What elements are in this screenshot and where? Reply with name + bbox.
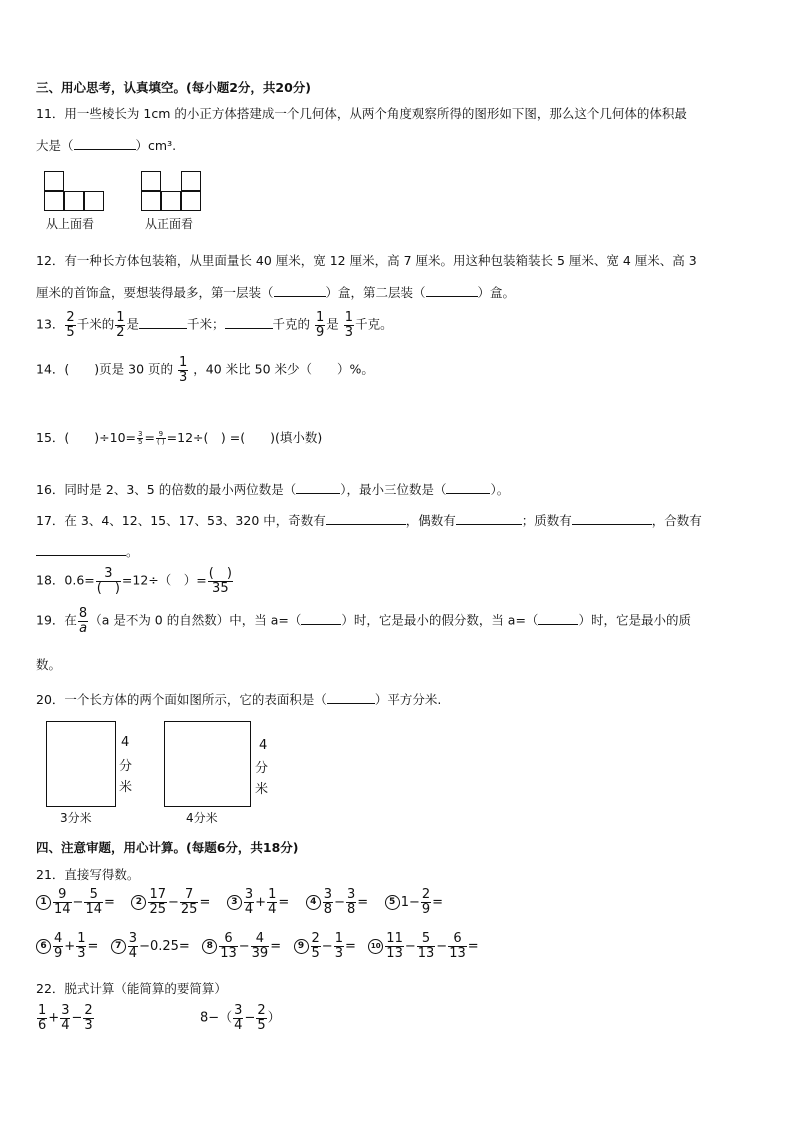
q20-blank[interactable] — [327, 691, 375, 704]
item-number-circle: 3 — [227, 895, 242, 910]
q11-answer-blank[interactable] — [74, 137, 136, 150]
q18-text-pre: 18．0.6= — [36, 572, 95, 588]
q18-text-mid: =12÷（ ）= — [121, 572, 207, 588]
item-number-circle: 1 — [36, 895, 51, 910]
q21-item-5: 5 1− $\frac{2}{9}$ = — [385, 895, 443, 910]
q17-blank-even[interactable] — [456, 512, 522, 525]
q13-text-6: 千克。 — [355, 316, 393, 332]
q12-text-c: ）盒。 — [477, 285, 516, 300]
q20-text-pre: 20．一个长方体的两个面如图所示，它的表面积是（ — [36, 692, 327, 707]
q22-expression-2: 8−（ $\frac{3}{4}$ − $\frac{2}{5}$ ） — [200, 1003, 281, 1033]
question-18 — [36, 567, 234, 595]
q13-text-3: 千米； — [187, 316, 225, 332]
q22-expression-1: $\frac{1}{6}$ + $\frac{3}{4}$ − $\frac{2}{3}$ — [38, 1003, 93, 1033]
q12-text-b: ）盒，第二层装（ — [325, 285, 426, 300]
section-3-title: 三、用心思考，认真填空。(每小题2分，共20分) — [36, 80, 312, 95]
question-17-line1 — [36, 511, 702, 529]
q13-text-4: 千克的 — [272, 316, 311, 332]
question-15 — [36, 428, 322, 446]
face1-side-unit-1: 分 — [119, 759, 133, 774]
front-view-figure — [141, 171, 205, 213]
face1-side-number: 4 — [121, 735, 130, 750]
q13-text-5: 是 — [326, 316, 339, 332]
q17-text-d: ，合数有 — [651, 513, 702, 528]
q11-prefix: 大是（ — [36, 138, 74, 153]
question-12-line1: 12．有一种长方体包装箱，从里面量长 40 厘米，宽 12 厘米，高 7 厘米。用这种包装箱装长 5 厘米、宽 4 厘米、高 3 — [36, 253, 697, 268]
fraction: $\frac{( )}{35}$ — [208, 566, 232, 596]
question-19-line1 — [36, 607, 691, 635]
q17-text-a: 17．在 3、4、12、15、17、53、320 中，奇数有 — [36, 513, 326, 528]
question-19-line2: 数。 — [36, 657, 62, 672]
q21-item-3: 3 $\frac{3}{4}$ + $\frac{1}{4}$ = — [227, 895, 289, 910]
fraction: $\frac{9}{( )}$ — [156, 429, 165, 446]
q15-text-pre: 15．( )÷10= — [36, 430, 137, 445]
fraction: $\frac{1}{3}$ — [179, 355, 188, 385]
q12-blank-1[interactable] — [274, 284, 326, 297]
fraction: $\frac{8}{a}$ — [78, 606, 88, 636]
q16-blank-1[interactable] — [296, 481, 340, 494]
q13-blank-2[interactable] — [225, 316, 273, 329]
q21-item-8: 8 $\frac{6}{13}$ − $\frac{4}{39}$ = — [202, 939, 281, 954]
question-17-line2 — [36, 542, 139, 560]
q16-text-c: ）。 — [490, 482, 510, 497]
q17-text-c: ；质数有 — [521, 513, 572, 528]
q20-text-post: ）平方分米. — [374, 692, 442, 707]
question-11-line1: 11．用一些棱长为 1cm 的小正方体搭建成一个几何体，从两个角度观察所得的图形如下图，那么这个几何体的体积最 — [36, 106, 687, 121]
item-number-circle: 2 — [131, 895, 146, 910]
q13-text-2: 是 — [126, 316, 139, 332]
item-number-circle: 4 — [306, 895, 321, 910]
q14-text-pre: 14．( )页是 30 页的 — [36, 361, 174, 377]
q19-text-b: ）时，它是最小的假分数，当 a=（ — [341, 612, 539, 628]
q17-text-e: 。 — [126, 544, 139, 559]
q19-blank-1[interactable] — [301, 612, 341, 625]
question-16 — [36, 480, 509, 498]
face1-side-unit-2: 米 — [119, 780, 133, 795]
face-rectangle-1 — [46, 721, 116, 807]
item-number-circle: 7 — [111, 939, 126, 954]
section-4-title: 四、注意审题，用心计算。(每题6分，共18分) — [36, 840, 299, 855]
q15-equals: = — [144, 430, 155, 445]
q21-item-7: 7 $\frac{3}{4}$ −0.25= — [111, 939, 190, 954]
top-view-figure — [44, 171, 108, 213]
face2-side-unit-2: 米 — [255, 782, 269, 797]
q21-item-9: 9 $\frac{2}{5}$ − $\frac{1}{3}$ = — [294, 939, 356, 954]
top-view-label: 从上面看 — [46, 217, 95, 231]
question-20 — [36, 690, 441, 708]
fraction: $\frac{3}{( )}$ — [96, 566, 120, 596]
q21-item-2: 2 $\frac{17}{25}$ − $\frac{7}{25}$ = — [131, 895, 210, 910]
q14-text-post: ，40 米比 50 米少（ ）%。 — [193, 361, 374, 377]
face-rectangle-2 — [164, 721, 251, 807]
fraction: $\frac{3}{5}$ — [138, 429, 143, 446]
question-13 — [36, 311, 393, 339]
front-view-label: 从正面看 — [145, 217, 194, 231]
face1-bottom-label: 3分米 — [60, 811, 92, 825]
q13-number: 13． — [36, 316, 65, 332]
question-11-line2 — [36, 136, 176, 154]
question-22-title: 22．脱式计算（能简算的要简算） — [36, 981, 227, 996]
q19-text-pre: 19．在 — [36, 612, 77, 628]
q15-text-post: =12÷( ) =( )(填小数) — [166, 430, 323, 445]
fraction: $\frac{2}{5}$ — [66, 310, 75, 340]
q19-text-c: ）时，它是最小的质 — [578, 612, 691, 628]
fraction: $\frac{1}{2}$ — [116, 310, 125, 340]
q13-text-1: 千米的 — [76, 316, 115, 332]
q17-blank-prime[interactable] — [572, 512, 652, 525]
face2-bottom-label: 4分米 — [186, 811, 218, 825]
q17-text-b: ，偶数有 — [405, 513, 456, 528]
item-number-circle: 10 — [368, 939, 383, 954]
q12-text-a: 厘米的首饰盒，要想装得最多，第一层装（ — [36, 285, 274, 300]
item-number-circle: 9 — [294, 939, 309, 954]
q12-blank-2[interactable] — [426, 284, 478, 297]
item-number-circle: 6 — [36, 939, 51, 954]
item-number-circle: 8 — [202, 939, 217, 954]
q11-suffix: ）cm³. — [135, 138, 177, 153]
q21-item-1: 1 $\frac{9}{14}$ − $\frac{5}{14}$ = — [36, 895, 115, 910]
q21-item-6: 6 $\frac{4}{9}$ + $\frac{1}{3}$ = — [36, 939, 98, 954]
q17-blank-composite[interactable] — [36, 543, 126, 556]
question-21-title: 21．直接写得数。 — [36, 867, 140, 882]
q13-blank-1[interactable] — [139, 316, 187, 329]
fraction: $\frac{1}{3}$ — [344, 310, 354, 340]
question-12-line2 — [36, 283, 515, 301]
q16-text-b: ），最小三位数是（ — [340, 482, 447, 497]
q16-blank-2[interactable] — [446, 481, 490, 494]
item-number-circle: 5 — [385, 895, 400, 910]
q16-text-a: 16．同时是 2、3、5 的倍数的最小两位数是（ — [36, 482, 297, 497]
q21-item-4: 4 $\frac{3}{8}$ − $\frac{3}{8}$ = — [306, 895, 368, 910]
face2-side-unit-1: 分 — [255, 761, 269, 776]
q19-blank-2[interactable] — [538, 612, 578, 625]
q21-row-2 — [36, 932, 479, 960]
q19-text-a: （a 是不为 0 的自然数）中，当 a=（ — [89, 612, 302, 628]
fraction: $\frac{1}{9}$ — [316, 310, 325, 340]
q21-row-1 — [36, 888, 443, 916]
q17-blank-odd[interactable] — [326, 512, 406, 525]
q21-item-10: 10 $\frac{11}{13}$ − $\frac{5}{13}$ − $\frac{6}{13}$ = — [368, 939, 478, 954]
face2-side-number: 4 — [259, 738, 268, 753]
question-14 — [36, 356, 374, 384]
